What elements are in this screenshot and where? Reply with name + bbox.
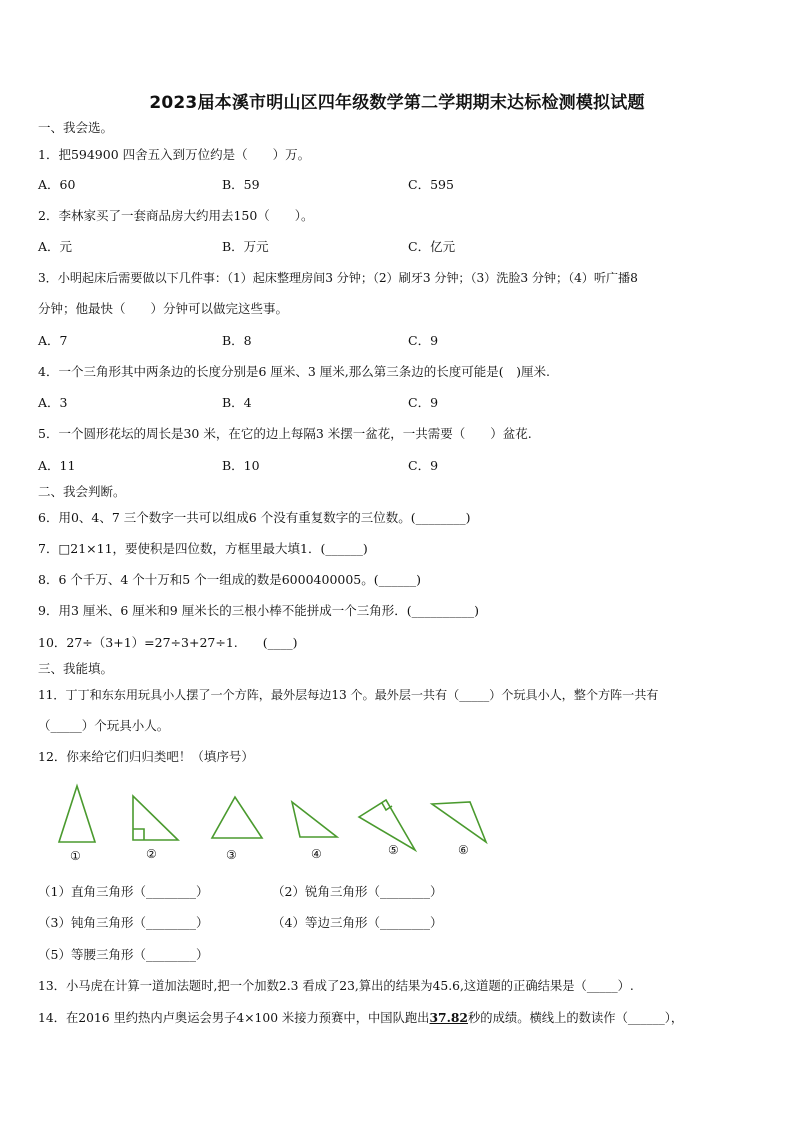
section-1-heading: 一、我会选。 [38, 120, 114, 135]
question-13: 13．小马虎在计算一道加法题时,把一个加数2.3 看成了23,算出的结果为45.6,这道题的正确结果是（_____）. [38, 979, 634, 993]
question-5: 5．一个圆形花坛的周长是30 米，在它的边上每隔3 米摆一盆花，一共需要（ ）盆花. [38, 426, 532, 441]
question-3-line-2: 分钟；他最快（ ）分钟可以做完这些事。 [38, 301, 289, 316]
triangle-2 [133, 796, 178, 840]
question-2: 2．李林家买了一套商品房大约用去150（ ）。 [38, 208, 314, 223]
q5-option-c[interactable]: C．9 [408, 458, 439, 473]
question-11-line-1: 11．丁丁和东东用玩具小人摆了一个方阵，最外层每边13 个。最外层一共有（_____）个玩具小人，整个方阵一共有 [38, 688, 659, 702]
q5-option-b[interactable]: B．10 [222, 458, 260, 473]
triangle-6 [432, 802, 486, 842]
q14-prefix: 14．在2016 里约热内卢奥运会男子4×100 米接力预赛中，中国队跑出 [38, 1011, 430, 1025]
q4-option-c[interactable]: C．9 [408, 395, 439, 410]
q5-option-a[interactable]: A．11 [38, 458, 76, 473]
triangle-4 [292, 802, 337, 837]
triangle-figures [50, 780, 510, 870]
label-1: ① [70, 849, 81, 863]
label-5: ⑤ [388, 843, 399, 857]
triangles-svg [50, 780, 510, 870]
question-4: 4．一个三角形其中两条边的长度分别是6 厘米、3 厘米,那么第三条边的长度可能是( )厘米. [38, 364, 551, 379]
q2-option-a[interactable]: A．元 [38, 239, 73, 254]
label-4: ④ [311, 847, 322, 861]
question-1: 1．把594900 四舍五入到万位约是（ ）万。 [38, 147, 311, 162]
q2-option-b[interactable]: B．万元 [222, 239, 269, 254]
q4-option-a[interactable]: A．3 [38, 395, 68, 410]
question-7: 7．□21×11，要使积是四位数，方框里最大填1．(______) [38, 541, 368, 556]
q3-option-a[interactable]: A．7 [38, 333, 68, 348]
triangle-3 [212, 797, 262, 838]
page-title: 2023届本溪市明山区四年级数学第二学期期末达标检测模拟试题 [149, 93, 645, 113]
question-12: 12．你来给它们归归类吧！（填序号） [38, 749, 254, 764]
q14-suffix: 秒的成绩。横线上的数读作（______）， [468, 1011, 684, 1025]
question-10: 10．27÷（3+1）=27÷3+27÷1. (____) [38, 635, 298, 650]
q14-underlined-number: 37.82 [429, 1010, 468, 1025]
q1-option-b[interactable]: B．59 [222, 177, 260, 192]
q4-option-b[interactable]: B．4 [222, 395, 252, 410]
label-3: ③ [226, 848, 237, 862]
q1-option-c[interactable]: C．595 [408, 177, 454, 192]
question-14 [38, 1010, 683, 1026]
q3-option-b[interactable]: B．8 [222, 333, 252, 348]
triangle-1 [59, 786, 95, 842]
q12-sub-2: （2）锐角三角形（________） [272, 884, 443, 899]
q2-option-c[interactable]: C．亿元 [408, 239, 456, 254]
right-angle-mark-2 [133, 829, 144, 840]
question-8: 8．6 个千万、4 个十万和5 个一组成的数是6000400005。(______) [38, 572, 422, 587]
q12-sub-1: （1）直角三角形（________） [38, 884, 209, 899]
label-6: ⑥ [458, 843, 469, 857]
q3-option-c[interactable]: C．9 [408, 333, 439, 348]
q12-sub-4: （4）等边三角形（________） [272, 915, 443, 930]
q12-sub-3: （3）钝角三角形（________） [38, 915, 209, 930]
question-3-line-1: 3．小明起床后需要做以下几件事：（1）起床整理房间3 分钟；（2）刷牙3 分钟；（3）洗脸3 分钟；（4）听广播8 [38, 271, 638, 285]
label-2: ② [146, 847, 157, 861]
question-6: 6．用0、4、7 三个数字一共可以组成6 个没有重复数字的三位数。(________) [38, 510, 471, 525]
q1-option-a[interactable]: A．60 [38, 177, 76, 192]
triangle-5 [359, 800, 415, 850]
section-3-heading: 三、我能填。 [38, 661, 114, 676]
question-11-line-2: （_____）个玩具小人。 [38, 718, 170, 733]
q12-sub-5: （5）等腰三角形（________） [38, 947, 209, 962]
question-9: 9．用3 厘米、6 厘米和9 厘米长的三根小棒不能拼成一个三角形．(__________) [38, 603, 479, 618]
section-2-heading: 二、我会判断。 [38, 484, 126, 499]
